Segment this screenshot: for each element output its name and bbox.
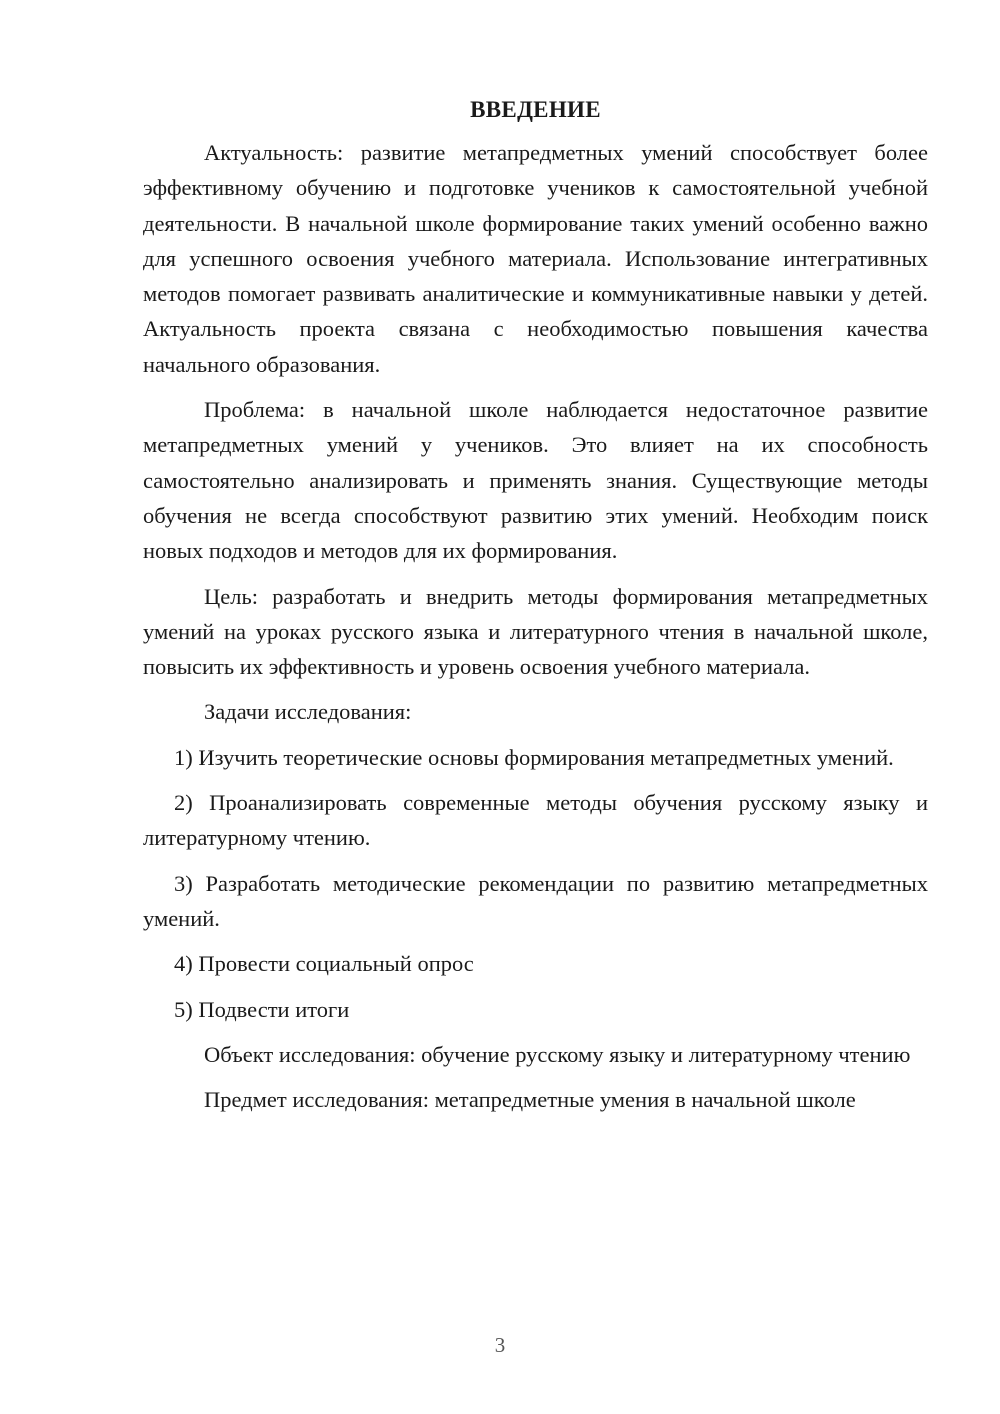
object-paragraph: Объект исследования: обучение русскому языку и литературному чтению: [204, 1041, 911, 1067]
task-item-4: 4) Провести социальный опрос: [174, 951, 474, 977]
subject-paragraph: Предмет исследования: метапредметные умения в начальной школе: [204, 1087, 856, 1113]
task-item-1: 1) Изучить теоретические основы формирования метапредметных умений.: [174, 744, 894, 770]
relevance-paragraph: Актуальность: развитие метапредметных умений способствует более эффективному обучению и подготовке учеников к самостоятельной учебной деятельности. В начальной школе формирование таких умений особенно важно для успешного освоения учебного материала. Использование интегративных методов помогает развивать аналитические и коммуникативные навыки у детей. Актуальность проекта связана с необходимостью повышения качества начального образования.: [143, 140, 928, 377]
task-item-5: 5) Подвести итоги: [174, 996, 350, 1022]
section-heading: ВВЕДЕНИЕ: [470, 97, 601, 122]
tasks-title: Задачи исследования:: [204, 699, 412, 725]
task-item-3: 3) Разработать методические рекомендации по развитию метапредметных умений.: [143, 870, 928, 931]
page-number: 3: [494, 1333, 506, 1357]
document-page: [143, 92, 928, 1127]
problem-paragraph: Проблема: в начальной школе наблюдается недостаточное развитие метапредметных умений у учеников. Это влияет на их способность самостоятельно анализировать и применять знания. Существующие методы обучения не всегда способствуют развитию этих умений. Необходим поиск новых подходов и методов для их формирования.: [143, 397, 928, 564]
goal-paragraph: Цель: разработать и внедрить методы формирования метапредметных умений на уроках русского языка и литературного чтения в начальной школе, повысить их эффективность и уровень освоения учебного материала.: [143, 583, 928, 680]
task-item-2: 2) Проанализировать современные методы обучения русскому языку и литературному чтению.: [143, 790, 928, 851]
